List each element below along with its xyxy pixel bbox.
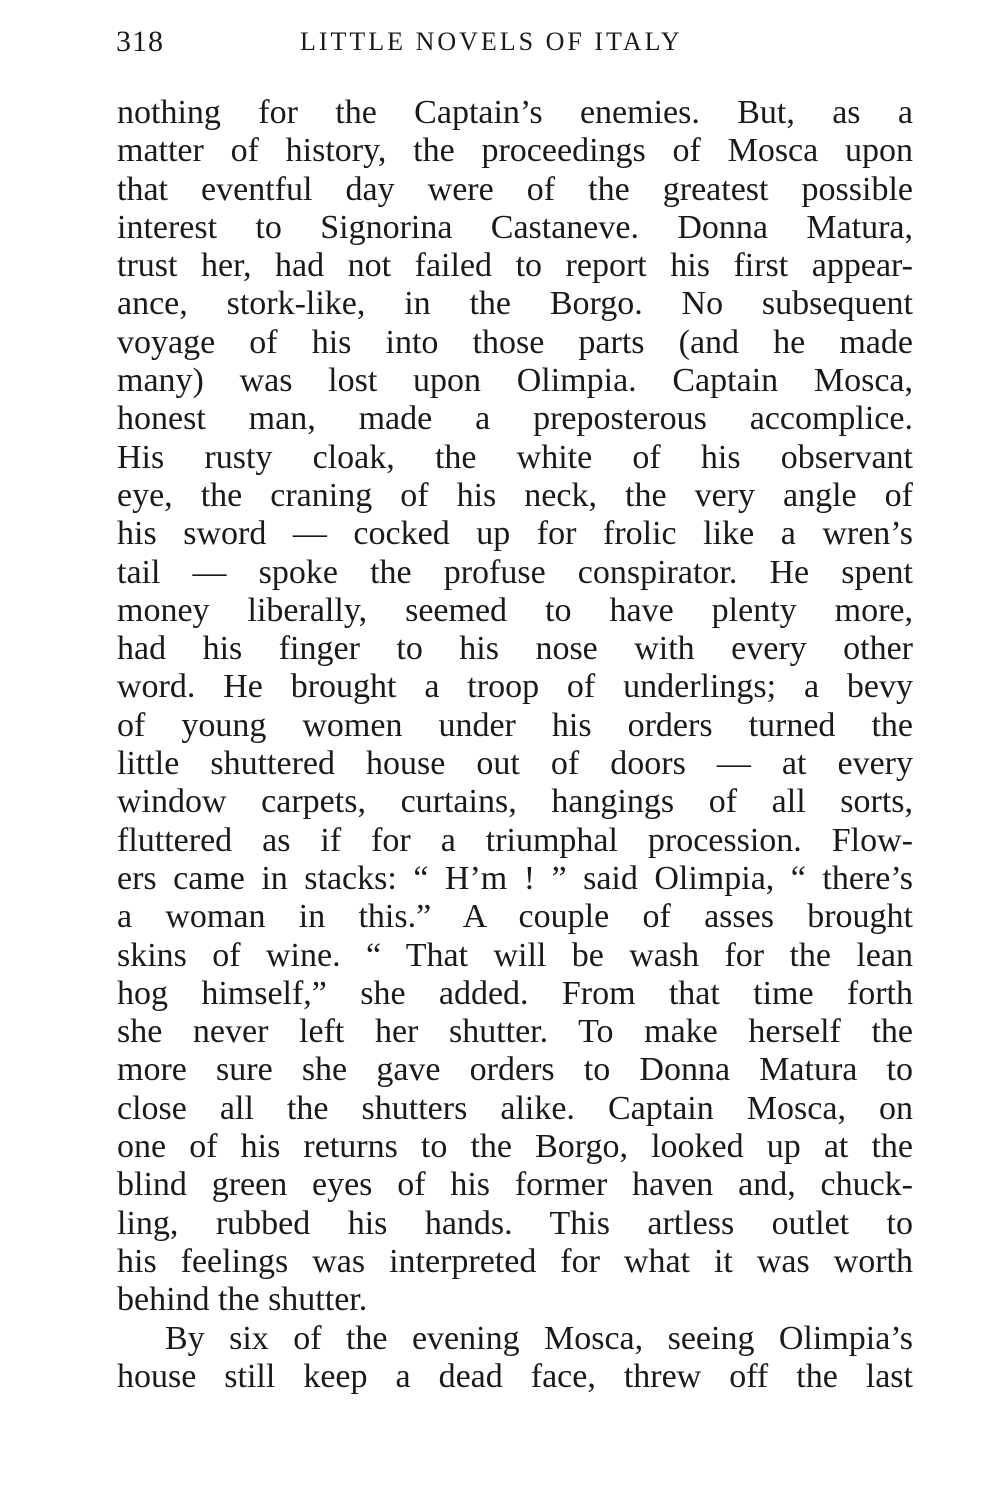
text-line: money liberally, seemed to have plenty more,: [117, 591, 913, 629]
text-line: that eventful day were of the greatest possible: [117, 170, 913, 208]
text-line: hog himself,” she added. From that time forth: [117, 974, 913, 1012]
text-line: a woman in this.” A couple of asses brought: [117, 898, 913, 936]
text-line: had his finger to his nose with every other: [117, 630, 913, 668]
text-line: By six of the evening Mosca, seeing Olimpia’s: [165, 1319, 913, 1357]
text-line: little shuttered house out of doors — at every: [117, 745, 913, 783]
text-line: interest to Signorina Castaneve. Donna Matura,: [117, 208, 913, 246]
text-line: fluttered as if for a triumphal procession. Flow-: [117, 821, 913, 859]
paragraph-1: [117, 94, 913, 1320]
page-number: 318: [116, 25, 164, 58]
text-line: His rusty cloak, the white of his observant: [117, 438, 913, 476]
text-line: nothing for the Captain’s enemies. But, as a: [117, 94, 913, 131]
text-line: ling, rubbed his hands. This artless outlet to: [117, 1204, 913, 1242]
text-line: many) was lost upon Olimpia. Captain Mosca,: [117, 362, 913, 400]
text-line: honest man, made a preposterous accomplice.: [117, 400, 913, 438]
text-line: tail — spoke the profuse conspirator. He spent: [117, 553, 913, 591]
text-line: behind the shutter.: [117, 1281, 368, 1319]
text-line: one of his returns to the Borgo, looked up at the: [117, 1128, 913, 1166]
text-line: his feelings was interpreted for what it was worth: [117, 1242, 913, 1280]
text-line: eye, the craning of his neck, the very angle of: [117, 476, 913, 514]
text-line: trust her, had not failed to report his first appear-: [117, 247, 913, 285]
text-line: she never left her shutter. To make herself the: [117, 1013, 913, 1051]
text-line: matter of history, the proceedings of Mosca upon: [117, 132, 913, 170]
running-title: LITTLE NOVELS OF ITALY: [300, 27, 683, 56]
text-line: ers came in stacks: “ H’m ! ” said Olimpia, “ there’s: [117, 859, 913, 897]
text-line: of young women under his orders turned the: [117, 706, 913, 744]
text-line: close all the shutters alike. Captain Mosca, on: [117, 1089, 913, 1127]
text-line: ance, stork-like, in the Borgo. No subsequent: [117, 285, 913, 323]
text-line: skins of wine. “ That will be wash for the lean: [117, 936, 913, 974]
text-line: window carpets, curtains, hangings of all sorts,: [117, 783, 913, 821]
text-line: his sword — cocked up for frolic like a wren’s: [117, 515, 913, 553]
text-line: more sure she gave orders to Donna Matura to: [117, 1051, 913, 1089]
paragraph-2: [117, 1320, 913, 1397]
text-line: word. He brought a troop of underlings; a bevy: [117, 668, 913, 706]
text-line: voyage of his into those parts (and he made: [117, 323, 913, 361]
text-line: blind green eyes of his former haven and, chuck-: [117, 1166, 913, 1204]
text-line: house still keep a dead face, threw off the last: [117, 1357, 913, 1395]
body-text: [117, 94, 913, 1396]
